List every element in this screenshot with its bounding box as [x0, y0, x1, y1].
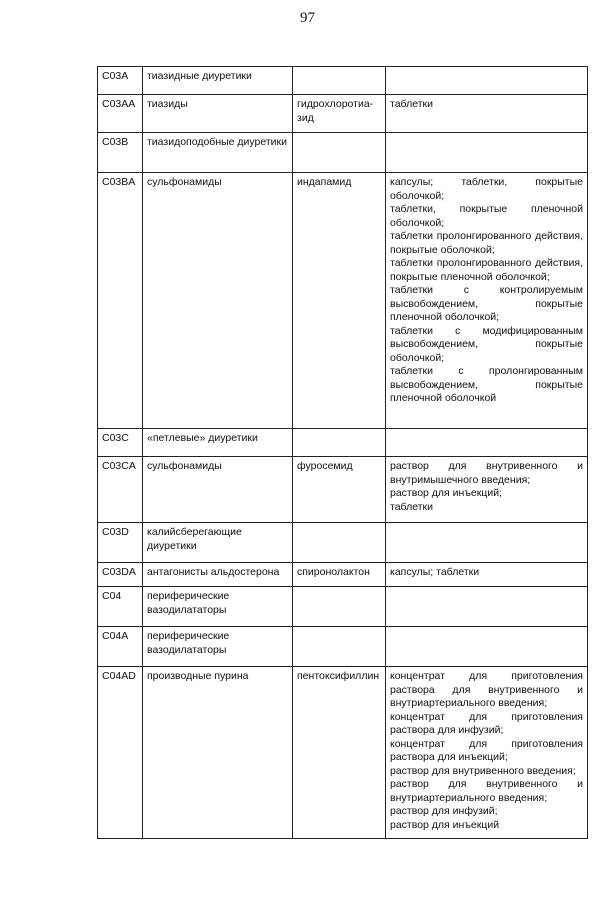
table-row: [98, 667, 588, 839]
drug-name-cell: [293, 627, 386, 667]
atc-code-cell: C04: [98, 587, 143, 627]
group-name-cell: сульфонамиды: [143, 173, 293, 429]
table-row: [98, 133, 588, 173]
table-row: [98, 429, 588, 457]
table-row: [98, 173, 588, 429]
atc-code-cell: C03BA: [98, 173, 143, 429]
atc-code-cell: C03B: [98, 133, 143, 173]
atc-code-cell: C03CA: [98, 457, 143, 523]
dosage-form-line: раствор для внутривенного и внутримышечного введения;: [390, 460, 583, 486]
drug-name-cell: пентоксифиллин: [293, 667, 386, 839]
drug-name-cell: [293, 133, 386, 173]
dosage-forms-cell: [386, 457, 588, 523]
atc-code-cell: C03C: [98, 429, 143, 457]
dosage-forms-cell: [386, 95, 588, 133]
group-name-cell: калийсберегающие диуретики: [143, 523, 293, 563]
dosage-form-line: таблетки с модифицированным высвобождением, покрытые оболочкой;: [390, 324, 583, 364]
drug-name-cell: индапамид: [293, 173, 386, 429]
dosage-forms-cell: [386, 67, 588, 95]
dosage-form-line: таблетки пролонгированного действия, покрытые пленочной оболочкой;: [390, 257, 583, 283]
drug-name-cell: спиронолактон: [293, 563, 386, 587]
table-row: [98, 457, 588, 523]
atc-code-cell: C03DA: [98, 563, 143, 587]
dosage-forms-cell: [386, 133, 588, 173]
atc-code-cell: C03A: [98, 67, 143, 95]
dosage-form-line: таблетки, покрытые пленочной оболочкой;: [390, 203, 583, 229]
group-name-cell: сульфонамиды: [143, 457, 293, 523]
drug-name-cell: [293, 429, 386, 457]
dosage-form-line: раствор для инфузий;: [390, 805, 498, 817]
table-row: [98, 627, 588, 667]
dosage-form-line: концентрат для приготовления раствора для инъекций;: [390, 737, 583, 763]
group-name-cell: периферические вазодилататоры: [143, 627, 293, 667]
group-name-cell: «петлевые» диуретики: [143, 429, 293, 457]
dosage-form-line: концентрат для приготовления раствора для инфузий;: [390, 710, 583, 736]
dosage-forms-cell: [386, 587, 588, 627]
dosage-forms-cell: [386, 523, 588, 563]
dosage-form-line: концентрат для приготовления раствора для внутривенного и внутриартериального введения;: [390, 670, 583, 709]
group-name-cell: производные пурина: [143, 667, 293, 839]
table-row: [98, 563, 588, 587]
drug-name-cell: [293, 523, 386, 563]
dosage-form-line: таблетки с пролонгированным высвобождением, покрытые пленочной оболочкой: [390, 365, 583, 404]
dosage-form-line: капсулы; таблетки, покрытые оболочкой;: [390, 176, 583, 202]
table-body: [98, 67, 588, 839]
drug-name-cell: [293, 67, 386, 95]
page-number: 97: [300, 10, 315, 26]
dosage-forms-cell: [386, 667, 588, 839]
atc-code-cell: C03D: [98, 523, 143, 563]
drug-name-cell: гидрохлоротиа-зид: [293, 95, 386, 133]
group-name-cell: тиазидные диуретики: [143, 67, 293, 95]
dosage-form-line: таблетки: [390, 500, 433, 513]
group-name-cell: тиазиды: [143, 95, 293, 133]
dosage-form-line: раствор для инъекций;: [390, 487, 502, 499]
table-row: [98, 587, 588, 627]
table-row: [98, 67, 588, 95]
dosage-form-line: раствор для внутривенного и внутриартериального введения;: [390, 778, 583, 804]
atc-code-cell: C03AA: [98, 95, 143, 133]
dosage-form-line: раствор для внутривенного введения;: [390, 764, 576, 777]
dosage-forms-cell: [386, 173, 588, 429]
dosage-form-line: таблетки с контролируемым высвобождением, покрытые пленочной оболочкой;: [390, 284, 583, 323]
dosage-form-line: капсулы; таблетки: [390, 566, 480, 578]
dosage-forms-cell: [386, 627, 588, 667]
drug-name-cell: [293, 587, 386, 627]
table-row: [98, 523, 588, 563]
group-name-cell: периферические вазодилататоры: [143, 587, 293, 627]
group-name-cell: антагонисты альдостерона: [143, 563, 293, 587]
drug-name-cell: фуросемид: [293, 457, 386, 523]
dosage-forms-cell: [386, 429, 588, 457]
dosage-forms-cell: [386, 563, 588, 587]
atc-code-cell: C04A: [98, 627, 143, 667]
dosage-form-line: таблетки: [390, 98, 433, 110]
drug-classification-table: [97, 66, 588, 839]
table-row: [98, 95, 588, 133]
dosage-form-line: таблетки пролонгированного действия, покрытые оболочкой;: [390, 230, 583, 256]
atc-code-cell: C04AD: [98, 667, 143, 839]
group-name-cell: тиазидоподобные диуретики: [143, 133, 293, 173]
dosage-form-line: раствор для инъекций: [390, 818, 500, 831]
